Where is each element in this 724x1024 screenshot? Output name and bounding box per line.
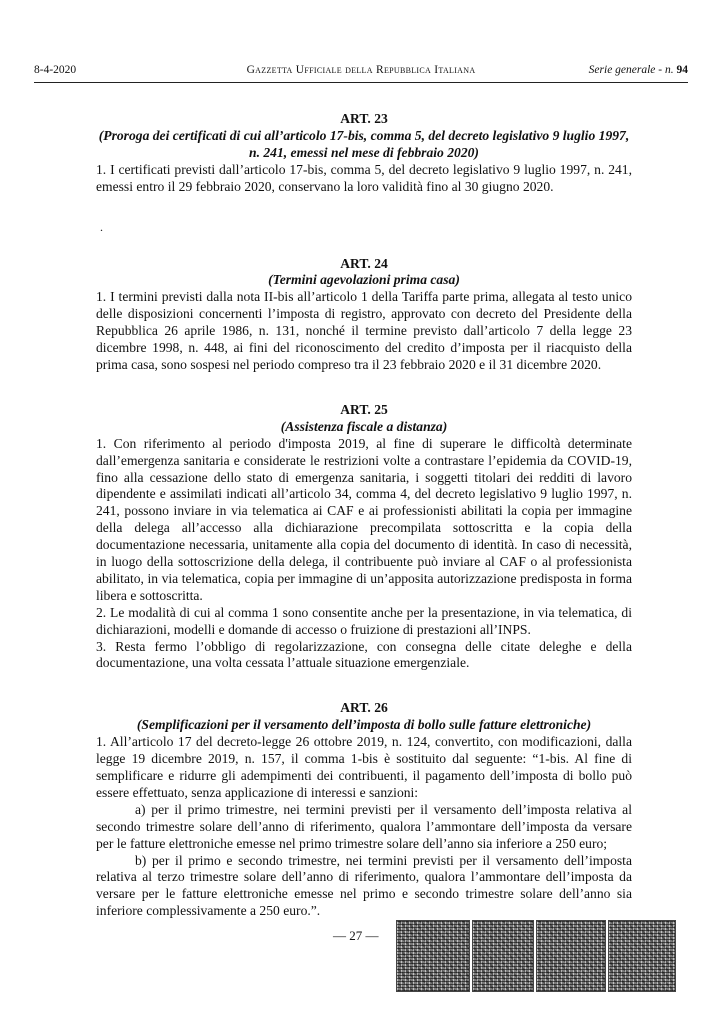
- article-list-item-a: a) per il primo trimestre, nei termini previsti per il versamento dell’imposta relativa al secondo trimestre solare dell’anno di riferimento, qualora l’ammontare dell’imposta da versare per le fatture elettroniche emesse nel primo trimestre solare dell’anno sia inferiore a 250 euro;: [96, 801, 632, 851]
- header-series: [589, 64, 688, 76]
- authentication-code-1: [396, 920, 470, 992]
- authentication-code-3: [536, 920, 606, 992]
- article-paragraph: 3. Resta fermo l’obbligo di regolarizzazione, con consegna delle citate deleghe e della documentazione, una volta cessata l’attuale situazione emergenziale.: [96, 638, 632, 671]
- header-series-label: Serie generale - n.: [588, 64, 677, 76]
- page-footer: [0, 920, 724, 1000]
- article-subtitle: (Termini agevolazioni prima casa): [268, 272, 460, 288]
- article-paragraph: 1. I certificati previsti dall’articolo 17-bis, comma 5, del decreto legislativo 9 luglio 1997, n. 241, emessi entro il 29 febbraio 2020, conservano la loro validità fino al 30 giugno 2020.: [96, 161, 632, 194]
- header-divider: [34, 82, 688, 83]
- page-header: [34, 64, 688, 80]
- article-paragraph: 1. All’articolo 17 del decreto-legge 26 ottobre 2019, n. 124, convertito, con modificazioni, dalla legge 19 dicembre 2019, n. 157, il comma 1-bis è sostituito dal seguente: “1-bis. Al fine di semplificare e ridurre gli adempimenti dei contribuenti, il pagamento dell’imposta di bollo può essere effettuato, senza applicazione di interessi e sanzioni:: [96, 734, 632, 800]
- article-23: [96, 111, 632, 196]
- header-series-number: 94: [676, 64, 688, 76]
- article-heading: ART. 25: [340, 401, 388, 417]
- article-heading: ART. 23: [340, 111, 388, 126]
- authentication-code-2: [472, 920, 534, 992]
- article-heading: ART. 26: [340, 700, 388, 716]
- document-body: [96, 111, 632, 920]
- article-list-item-b: b) per il primo e secondo trimestre, nei termini previsti per il versamento dell’imposta relativa al terzo trimestre solare dell’anno di riferimento, qualora l’ammontare dell’imposta da versare per le fatture elettroniche emesse nel primo e secondo trimestre solare dell’anno sia inferiore complessivamente a 250 euro.”.: [96, 852, 632, 919]
- article-24: [96, 256, 632, 374]
- article-subtitle: (Proroga dei certificati di cui all’articolo 17-bis, comma 5, del decreto legislativo 9 luglio 1997, n. 241, emessi nel mese di febbraio 2020): [98, 127, 630, 160]
- authentication-code-4: [608, 920, 676, 992]
- article-paragraph: 1. I termini previsti dalla nota II-bis all’articolo 1 della Tariffa parte prima, allegata al testo unico delle disposizioni concernenti l’imposta di registro, approvato con decreto del Presidente della Repubblica 26 aprile 1986, n. 131, nonché il termine previsto dall’articolo 7 della legge 23 dicembre 1998, n. 448, ai fini del riconoscimento del credito d’imposta per il riacquisto della prima casa, sono sospesi nel periodo compreso tra il 23 febbraio 2020 e il 31 dicembre 2020.: [96, 289, 632, 372]
- article-subtitle: (Semplificazioni per il versamento dell’imposta di bollo sulle fatture elettroniche): [136, 717, 592, 733]
- article-heading: ART. 24: [340, 255, 388, 271]
- article-26: [96, 700, 632, 920]
- article-25: [96, 402, 632, 673]
- header-date: 8-4-2020: [34, 64, 77, 76]
- article-paragraph: 2. Le modalità di cui al comma 1 sono consentite anche per la presentazione, in via telematica, di dichiarazioni, modelli e domande di accesso o fruizione di prestazioni all’INPS.: [96, 604, 632, 637]
- article-subtitle: (Assistenza fiscale a distanza): [280, 418, 448, 434]
- header-title: Gazzetta Ufficiale della Repubblica Italiana: [246, 64, 476, 76]
- stray-mark: .: [100, 220, 103, 234]
- page-number: — 27 —: [333, 928, 379, 943]
- article-paragraph: 1. Con riferimento al periodo d'imposta 2019, al fine di superare le difficoltà determinate dall’emergenza sanitaria e considerate le restrizioni volte a contrastare l’epidemia da COVID-19, fino alla cessazione dello stato di emergenza sanitaria, i soggetti titolari dei redditi di lavoro dipendente e assimilati indicati all’articolo 34, comma 4, del decreto legislativo 9 luglio 1997, n. 241, possono inviare in via telematica ai CAF e ai professionisti abilitati la copia per immagine della delega all’accesso alla dichiarazione precompilata sottoscritta e la copia della documentazione necessaria, unitamente alla copia del documento di identità. In caso di necessità, in luogo della sottoscrizione della delega, il contribuente può inviare al CAF o al professionista abilitato, in via telematica, copia per immagine di un’apposita autorizzazione predisposta in forma libera e sottoscritta.: [96, 435, 632, 603]
